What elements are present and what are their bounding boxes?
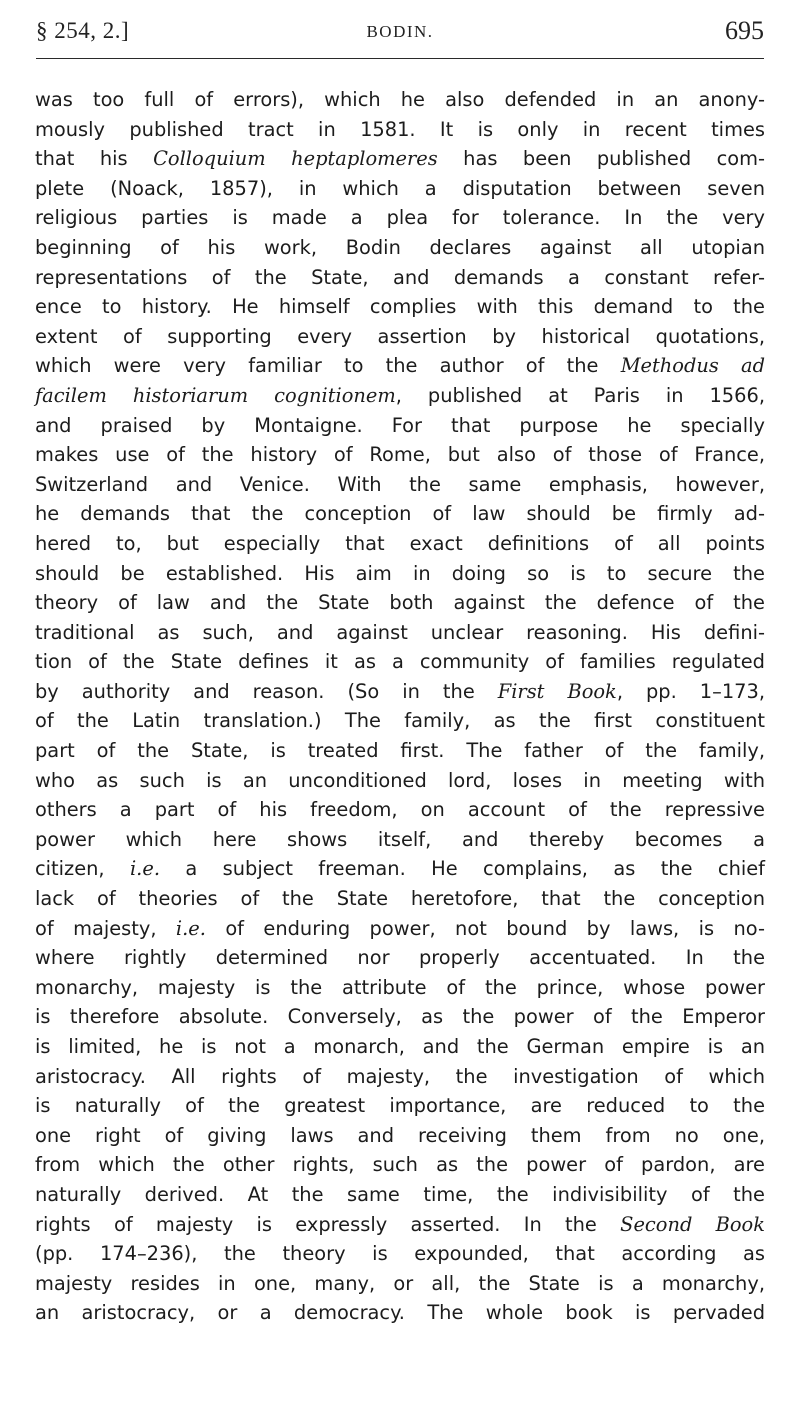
text-line bbox=[35, 499, 765, 529]
text-line bbox=[35, 736, 765, 766]
text-line bbox=[35, 618, 765, 648]
italic-title: Methodus ad bbox=[620, 354, 765, 378]
text-run: monarchy, majesty is the attribute of the prince, whose power bbox=[35, 975, 765, 999]
text-run: , pp. 1–173, bbox=[616, 679, 765, 703]
text-run: that his bbox=[35, 147, 154, 171]
text-line bbox=[35, 647, 765, 677]
text-run: from which the other rights, such as the power of pardon, are bbox=[35, 1153, 765, 1177]
text-line bbox=[35, 470, 765, 500]
text-line bbox=[35, 263, 765, 293]
text-line bbox=[35, 115, 765, 145]
text-run: mously published tract in 1581. It is only in recent times bbox=[35, 117, 765, 141]
text-line bbox=[35, 795, 765, 825]
text-line bbox=[35, 144, 765, 174]
text-run: plete (Noack, 1857), in which a disputation between seven bbox=[35, 176, 765, 200]
text-line bbox=[35, 559, 765, 589]
text-run: should be established. His aim in doing so is to secure the bbox=[35, 561, 765, 585]
text-run: has been published com- bbox=[437, 147, 765, 171]
text-run: who as such is an unconditioned lord, loses in meeting with bbox=[35, 768, 765, 792]
text-line bbox=[35, 854, 765, 884]
text-run: traditional as such, and against unclear reasoning. His defini- bbox=[35, 620, 765, 644]
text-line bbox=[35, 85, 765, 115]
text-run: was too full of errors), which he also defended in an anony- bbox=[35, 88, 765, 111]
text-run: representations of the State, and demands a constant refer- bbox=[35, 265, 765, 289]
text-run: aristocracy. All rights of majesty, the investigation of which bbox=[35, 1064, 765, 1088]
text-line bbox=[35, 1062, 765, 1092]
text-run: , published at Paris in 1566, bbox=[395, 383, 765, 407]
text-line bbox=[35, 1210, 765, 1240]
text-line bbox=[35, 884, 765, 914]
text-run: extent of supporting every assertion by historical quotations, bbox=[35, 324, 765, 348]
text-line bbox=[35, 943, 765, 973]
text-line bbox=[35, 766, 765, 796]
italic-title: First Book bbox=[497, 679, 617, 703]
text-run: (pp. 174–236), the theory is expounded, that according as bbox=[35, 1242, 765, 1266]
text-line bbox=[35, 174, 765, 204]
italic-title: Second Book bbox=[620, 1212, 765, 1236]
text-run: of enduring power, not bound by laws, is no- bbox=[205, 916, 765, 940]
italic-title: i.e. bbox=[129, 857, 160, 881]
text-run: lack of theories of the State heretofore, that the conception bbox=[35, 887, 765, 911]
text-line bbox=[35, 411, 765, 441]
text-line bbox=[35, 1150, 765, 1180]
text-run: power which here shows itself, and thereby becomes a bbox=[35, 827, 765, 851]
text-run: by authority and reason. (So in the bbox=[35, 679, 498, 703]
text-run: tion of the State defines it as a community of families regulated bbox=[35, 650, 765, 674]
text-run: majesty resides in one, many, or all, the State is a monarchy, bbox=[35, 1271, 765, 1295]
text-run: an aristocracy, or a democracy. The whole book is pervaded bbox=[35, 1301, 765, 1325]
text-line bbox=[35, 1091, 765, 1121]
italic-title: i.e. bbox=[175, 916, 206, 940]
text-line bbox=[35, 233, 765, 263]
text-line bbox=[35, 677, 765, 707]
text-run: naturally derived. At the same time, the indivisibility of the bbox=[35, 1182, 765, 1206]
text-line bbox=[35, 292, 765, 322]
text-line bbox=[35, 1002, 765, 1032]
text-line bbox=[35, 322, 765, 352]
text-line bbox=[35, 1180, 765, 1210]
text-run: a subject freeman. He complains, as the chief bbox=[160, 857, 765, 881]
text-run: theory of law and the State both against the defence of the bbox=[35, 591, 765, 615]
text-run: he demands that the conception of law should be firmly ad- bbox=[35, 502, 765, 526]
text-run: makes use of the history of Rome, but also of those of France, bbox=[35, 443, 765, 467]
text-line bbox=[35, 1269, 765, 1299]
section-reference: § 254, 2.] bbox=[36, 18, 130, 43]
text-run: is limited, he is not a monarch, and the German empire is an bbox=[35, 1035, 765, 1058]
text-line bbox=[35, 351, 765, 381]
text-line bbox=[35, 381, 765, 411]
text-run: beginning of his work, Bodin declares against all utopian bbox=[35, 235, 765, 259]
text-run: one right of giving laws and receiving them from no one, bbox=[35, 1123, 765, 1147]
text-line bbox=[35, 203, 765, 233]
running-title: BODIN. bbox=[366, 22, 434, 41]
text-line bbox=[35, 1121, 765, 1151]
page-number: 695 bbox=[725, 16, 764, 45]
text-run: of majesty, bbox=[35, 916, 176, 940]
text-run: is naturally of the greatest importance, are reduced to the bbox=[35, 1094, 765, 1118]
text-run: ence to history. He himself complies with this demand to the bbox=[35, 295, 765, 319]
text-run: religious parties is made a plea for tolerance. In the very bbox=[35, 206, 765, 230]
text-run: of the Latin translation.) The family, as the first constituent bbox=[35, 709, 765, 733]
text-run: citizen, bbox=[35, 857, 130, 881]
text-run: and praised by Montaigne. For that purpose he specially bbox=[35, 413, 765, 437]
text-run: part of the State, is treated first. The father of the family, bbox=[35, 739, 765, 763]
header-rule bbox=[36, 58, 764, 59]
text-line bbox=[35, 706, 765, 736]
running-head bbox=[36, 14, 764, 54]
text-run: rights of majesty is expressly asserted. In the bbox=[35, 1212, 621, 1236]
text-line bbox=[35, 588, 765, 618]
text-run: others a part of his freedom, on account of the repressive bbox=[35, 798, 765, 822]
text-line bbox=[35, 973, 765, 1003]
italic-title: facilem historiarum cognitionem bbox=[35, 383, 396, 407]
text-run: where rightly determined nor properly accentuated. In the bbox=[35, 946, 765, 970]
text-line bbox=[35, 1032, 765, 1062]
text-line bbox=[35, 1298, 765, 1328]
text-line bbox=[35, 440, 765, 470]
body-text bbox=[35, 85, 765, 1328]
italic-title: Colloquium heptaplomeres bbox=[153, 147, 438, 171]
text-line bbox=[35, 1239, 765, 1269]
text-run: Switzerland and Venice. With the same emphasis, however, bbox=[35, 472, 765, 496]
text-line bbox=[35, 529, 765, 559]
text-run: hered to, but especially that exact definitions of all points bbox=[35, 531, 765, 555]
text-line bbox=[35, 914, 765, 944]
text-run: is therefore absolute. Conversely, as the power of the Emperor bbox=[35, 1005, 765, 1029]
text-line bbox=[35, 825, 765, 855]
text-run: which were very familiar to the author of the bbox=[35, 354, 621, 378]
